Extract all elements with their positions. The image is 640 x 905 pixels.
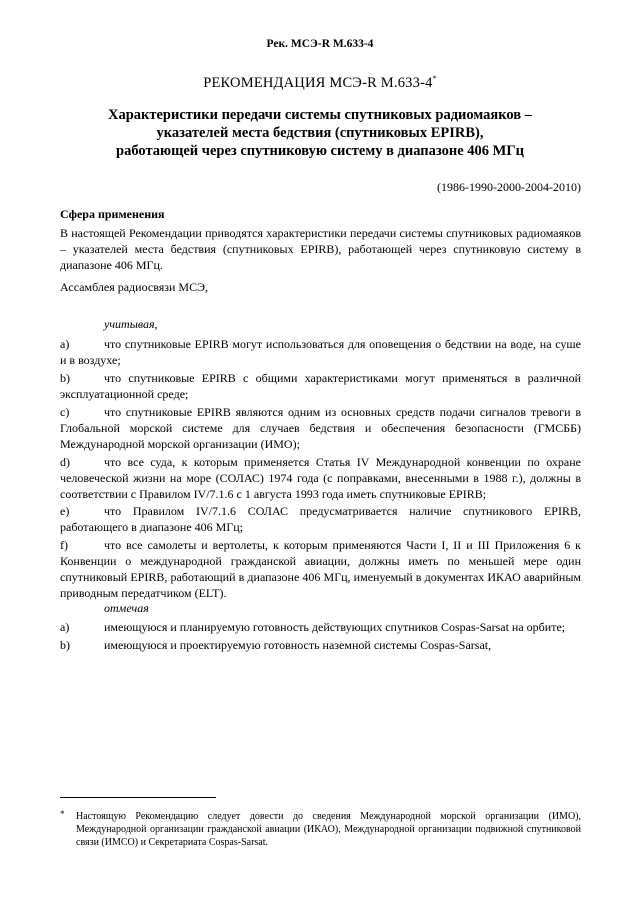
considering-item-b xyxy=(60,370,581,402)
item-mark: b) xyxy=(60,638,70,652)
considering-item-f xyxy=(60,537,581,601)
noting-item-a xyxy=(60,619,581,635)
item-mark: d) xyxy=(60,455,70,469)
considering-heading: учитывая, xyxy=(104,317,158,331)
considering-item-a xyxy=(60,336,581,368)
footnote-separator xyxy=(60,797,216,798)
item-text: что спутниковые EPIRB с общими характеристиками могут применяться в различной эксплуатационной среде; xyxy=(60,371,581,401)
item-text: что спутниковые EPIRB являются одним из основных средств подачи сигналов тревоги в Глобальной морской системе для случаев бедствия и обеспечения безопасности (ГМСББ) Международной морской организации (ИМО); xyxy=(60,405,581,451)
item-text: имеющуюся и проектируемую готовность наземной системы Cospas-Sarsat, xyxy=(104,638,492,652)
item-text: что все суда, к которым применяется Статья IV Международной конвенции по охране человеческой жизни на море (СОЛАС) 1974 года (с поправками, внесенными в 1988 г.), должны в соответствии с Правилом IV/7.1.6 с 1 августа 1993 года иметь спутниковые EPIRB; xyxy=(60,455,581,501)
subtitle-line-1: Характеристики передачи системы спутниковых радиомаяков – xyxy=(107,107,533,123)
assembly-paragraph: Ассамблея радиосвязи МСЭ, xyxy=(60,280,208,294)
revision-dates: (1986-1990-2000-2004-2010) xyxy=(437,180,581,194)
item-mark: a) xyxy=(60,337,70,351)
considering-item-d xyxy=(60,454,581,502)
item-mark: a) xyxy=(60,620,70,634)
recommendation-title xyxy=(0,74,640,92)
scope-paragraph: В настоящей Рекомендации приводятся характеристики передачи системы спутниковых радиомаяков – указателей места бедствия (спутниковых EPIRB), работающей через спутниковую систему в диапазоне 406 МГц. xyxy=(60,226,581,272)
recommendation-title-text: РЕКОМЕНДАЦИЯ МСЭ-R M.633-4 xyxy=(203,74,433,91)
item-text: что Правилом IV/7.1.6 СОЛАС предусматривается наличие спутникового EPIRB, работающего в диапазоне 406 МГц; xyxy=(60,504,581,534)
running-header: Рек. МСЭ-R M.633-4 xyxy=(266,38,374,50)
item-text: что спутниковые EPIRB могут использоваться для оповещения о бедствии на воде, на суше и в воздухе; xyxy=(60,337,581,367)
subtitle-line-2: указателей места бедствия (спутниковых EPIRB), xyxy=(156,125,484,141)
item-mark: c) xyxy=(60,405,70,419)
item-mark: e) xyxy=(60,504,70,518)
item-text: что все самолеты и вертолеты, к которым применяются Части I, II и III Приложения 6 к Конвенции о международной гражданской авиации, должны иметь по меньшей мере один спутниковый EPIRB, работающий в диапазоне 406 МГц, именуемый в документах ИКАО аварийным приводным передатчиком (ELT). xyxy=(60,538,581,600)
footnote xyxy=(60,810,581,849)
considering-item-e xyxy=(60,503,581,535)
noting-item-b xyxy=(60,637,581,653)
noting-heading: отмечая xyxy=(104,601,149,615)
footnote-marker: * xyxy=(60,809,65,819)
subtitle-line-3: работающей через спутниковую систему в диапазоне 406 МГц xyxy=(116,143,524,159)
footnote-text: Настоящую Рекомендацию следует довести до сведения Международной морской организации (ИМО), Международной организации гражданской авиации (ИКАО), Международной организации подвижной спутниковой связи (ИМСО) и Секретариата Cospas-Sarsat. xyxy=(76,811,581,848)
scope-heading: Сфера применения xyxy=(60,207,165,221)
item-text: имеющуюся и планируемую готовность действующих спутников Cospas-Sarsat на орбите; xyxy=(104,620,566,634)
item-mark: b) xyxy=(60,371,70,385)
title-footnote-marker[interactable]: * xyxy=(432,74,437,83)
recommendation-subtitle xyxy=(60,106,580,160)
item-mark: f) xyxy=(60,538,68,552)
considering-item-c xyxy=(60,404,581,452)
